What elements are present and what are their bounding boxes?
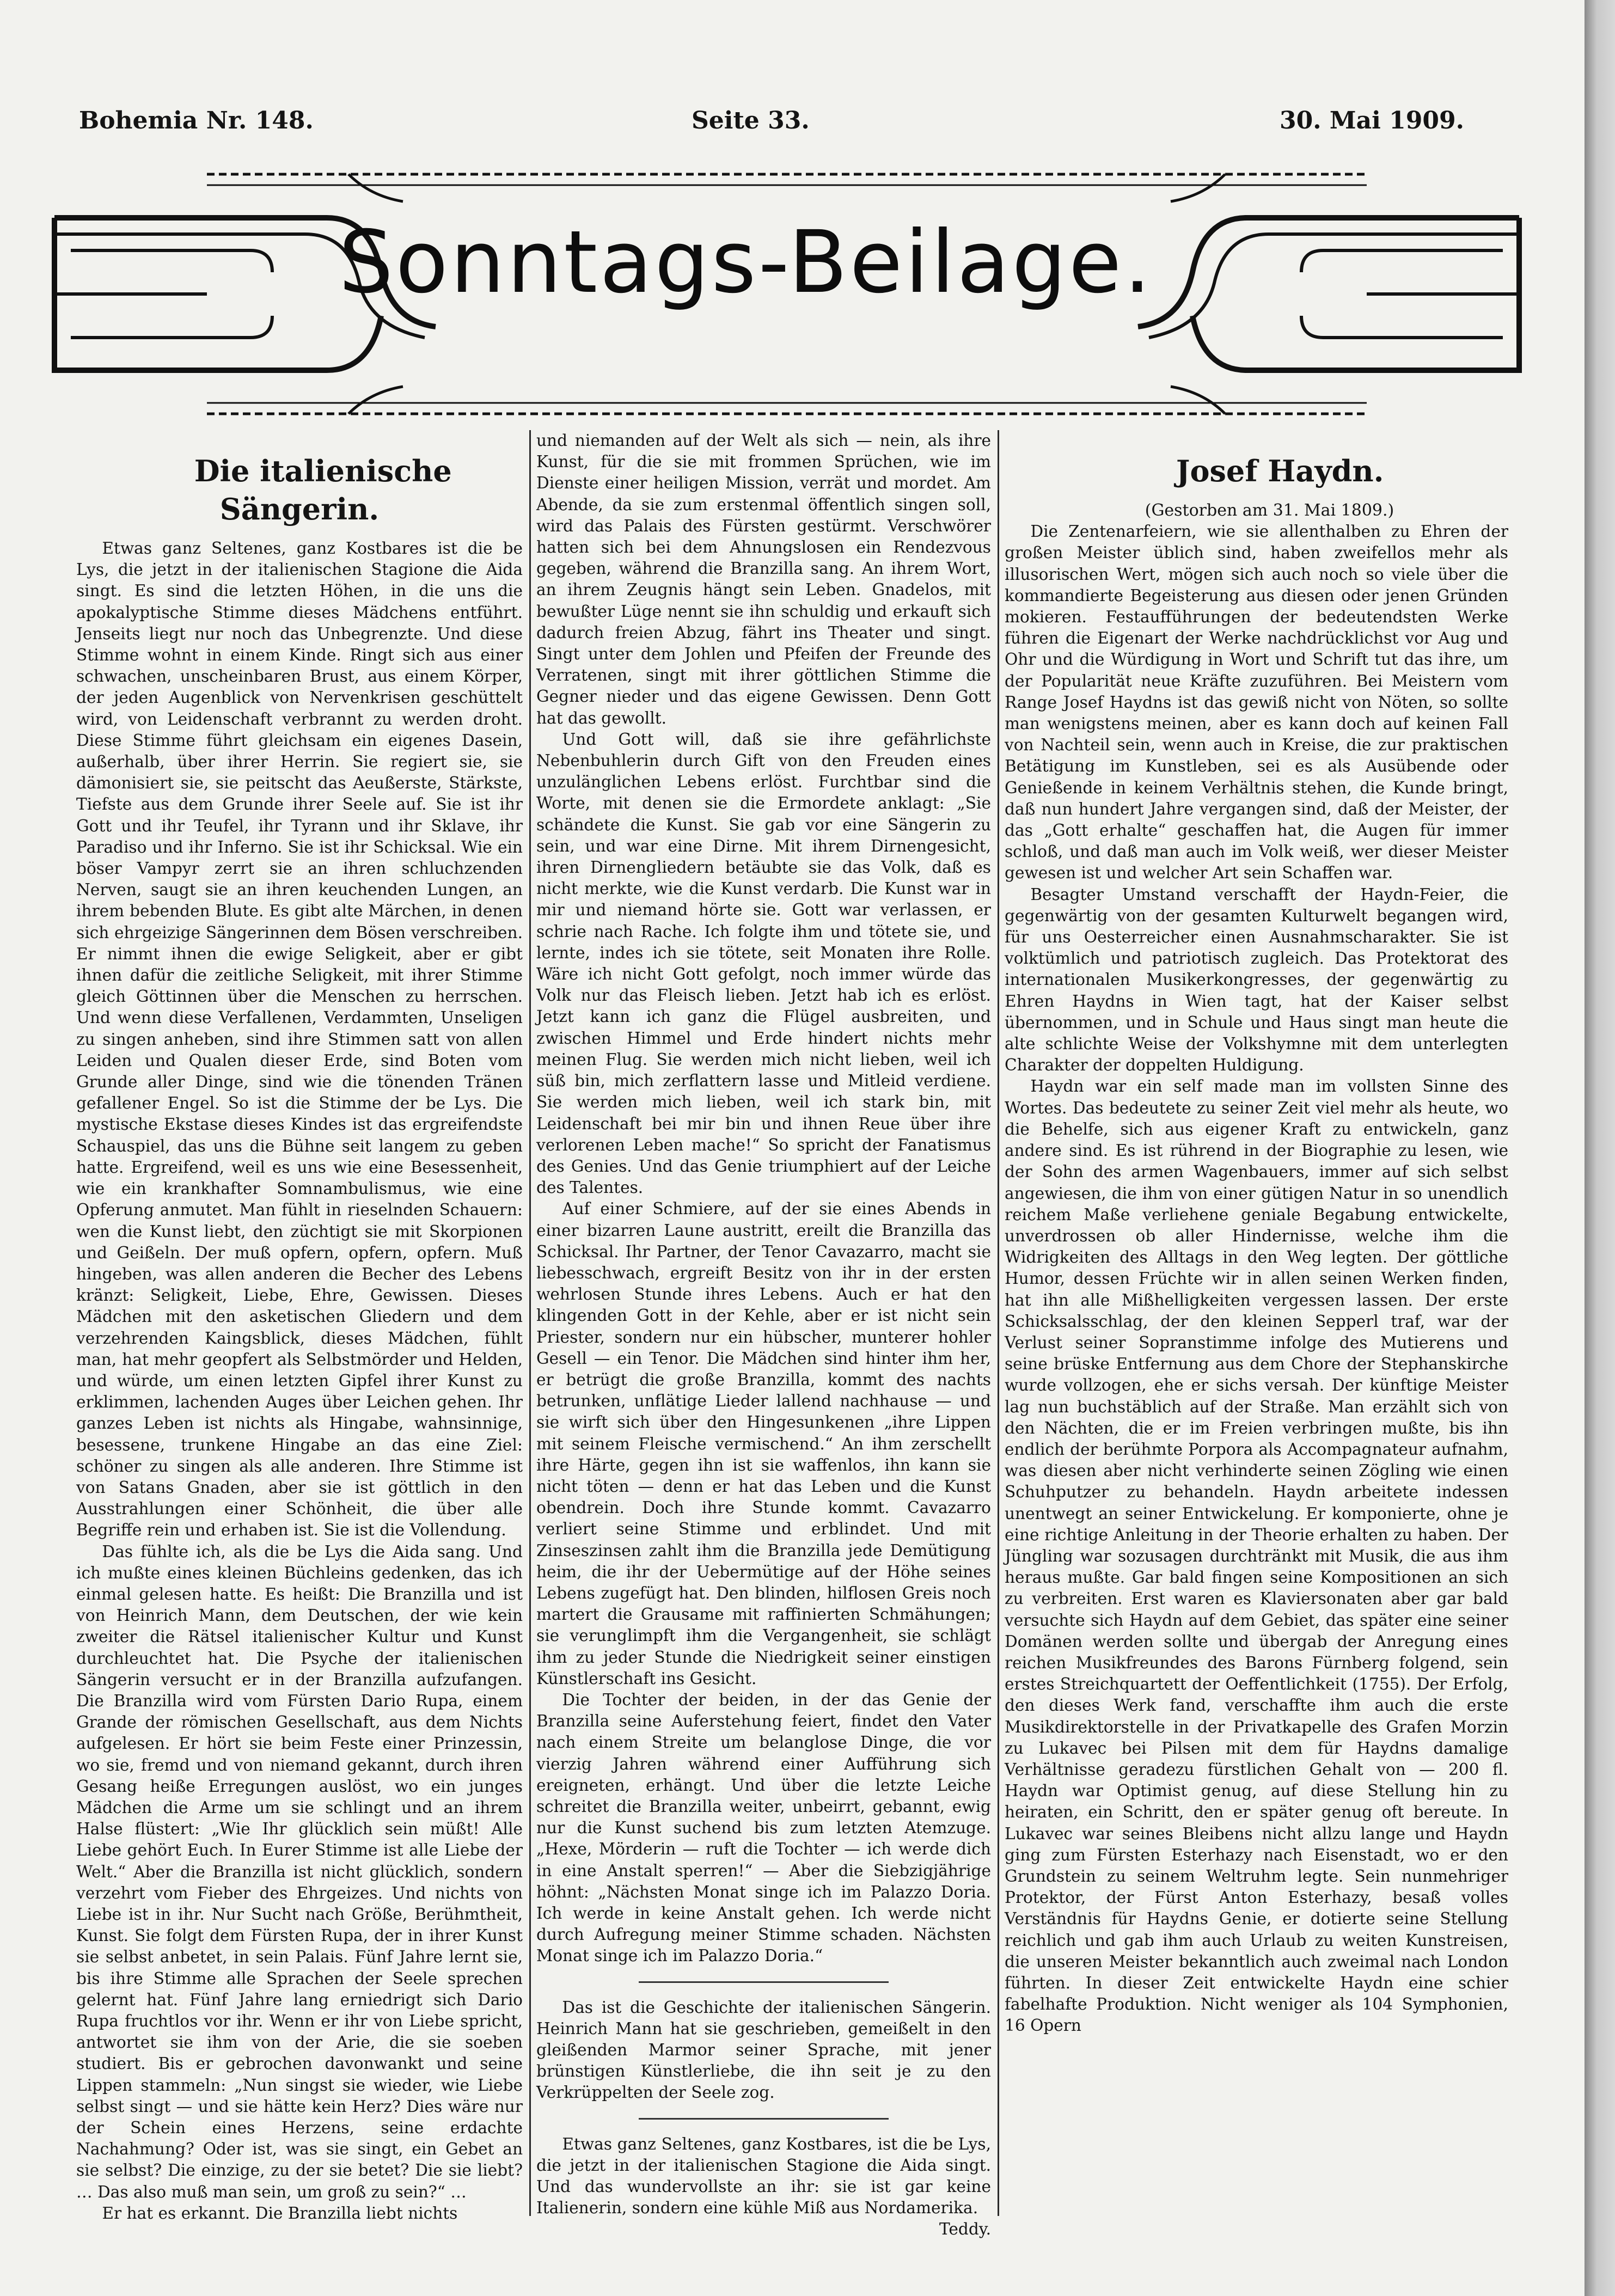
paragraph: Die Zentenarfeiern, wie sie allenthalben zu Ehren der großen Meister üblich sind, haben zweifellos mehr als illusorischen Wert, mögen sich auch noch so viele über die kommandierte Begeisterung aus diesen oder jenen Gründen mokieren. Festaufführungen der bedeutendsten Werke führen die Eigenart der Werke nachdrücklichst vor Aug und Ohr und die Würdigung in Wort und Schrift tut das ihre, um der Popularität neue Kräfte zuzuführen. Bei Meistern vom Range Josef Haydns ist das gewiß nicht von Nöten, so sollte man wenigstens meinen, aber es kann doch auf keinen Fall von Nachteil sein, wenn auch in Kreise, die zur praktischen Betätigung im Kunstleben, sei es als Ausübende oder Genießende in keinem Verhältnis stehen, die Kunde bringt, daß nun hundert Jahre vergangen sind, daß der Meister, der das „Gott erhalte“ geschaffen hat, die Augen für immer schloß, und daß man auch im Volk weiß, wer dieser Meister gewesen ist und welcher Art sein Schaffen war. xyxy=(1005,522,1508,883)
column-divider xyxy=(998,430,999,2216)
supplement-title: Sonntags-Beilage. xyxy=(339,212,1153,313)
section-divider xyxy=(639,1981,889,1983)
paragraph: Das fühlte ich, als die be Lys die Aida sang. Und ich mußte eines kleinen Büchleins gedenken, das ich einmal gelesen hatte. Es heißt: Die Branzilla und ist von Heinrich Mann, dem Deutschen, der wie kein zweiter die Rätsel italienischer Kultur und Kunst durchleuchtet hat. Die Psyche der italienischen Sängerin versucht er in der Branzilla aufzufangen. Die Branzilla wird vom Fürsten Dario Rupa, einem Grande der römischen Gesellschaft, aus dem Nichts aufgelesen. Er hört sie beim Feste einer Prinzessin, wo sie, fremd und von niemand gekannt, durch ihren Gesang heiße Erregungen auslöst, wo ein junges Mädchen die Arme um sie schlingt und an ihrem Halse flüstert: „Wie Ihr glücklich sein müßt! Alle Liebe gehört Euch. In Eurer Stimme ist alle Liebe der Welt.“ Aber die Branzilla ist nicht glücklich, sondern verzehrt vom Fieber des Ehrgeizes. Und nichts von Liebe ist in ihr. Nur Sucht nach Größe, Berühmtheit, Kunst. Sie folgt dem Fürsten Rupa, der in ihrer Kunst sie selbst anbetet, in sein Palais. Fünf Jahre lernt sie, bis ihre Stimme alle Sprachen der Seele sprechen gelernt hat. Fünf Jahre lang erniedrigt sich Dario Rupa fruchtlos vor ihr. Wenn er ihr von Liebe spricht, antwortet sie ihm von der Arie, die sie soeben studiert. Bis er gebrochen davonwankt und seine Lippen stammeln: „Nun singst sie wieder, wie Liebe selbst singt — und sie hätte kein Herz? Dies wäre nur der Schein eines Herzens, seine erdachte Nachahmung? Oder ist, was sie singt, ein Gebet an sie selbst? Die einzige, zu der sie betet? Die sie liebt? … Das also muß man sein, um groß zu sein?“ … xyxy=(76,1542,523,2201)
paragraph: Er hat es erkannt. Die Branzilla liebt nichts xyxy=(102,2203,458,2222)
article-singer-continued xyxy=(536,430,991,2239)
scan-edge xyxy=(1585,0,1615,2296)
paragraph: Etwas ganz Seltenes, ganz Kostbares ist die be Lys, die jetzt in der italienischen Stagione die Aida singt. Es sind die letzten Höhen, in die uns die apokalyptische Stimme dieses Mädchens entführt. Jenseits liegt nur noch das Unbegrenzte. Und diese Stimme wohnt in einem Kinde. Ringt sich aus einer schwachen, unscheinbaren Brust, aus einem Körper, der jeden Augenblick von Nervenkrisen geschüttelt wird, von Leidenschaft verbrannt zu werden droht. Diese Stimme führt gleichsam ein eigenes Dasein, außerhalb, über ihrer Herrin. Sie regiert sie, sie dämonisiert sie, sie peitscht das Aeußerste, Stärkste, Tiefste aus dem Grunde ihrer Seele auf. Sie ist ihr Gott und ihr Teufel, ihr Tyrann und ihr Sklave, ihr Paradiso und ihr Inferno. Sie ist ihr Schicksal. Wie ein böser Vampyr zerrt sie an ihren schluchzenden Nerven, saugt sie an ihren keuchenden Lungen, an ihrem bebenden Blute. Es gibt alte Märchen, in denen sich ehrgeizige Sängerinnen dem Bösen verschreiben. Er nimmt ihnen die ewige Seligkeit, aber er gibt ihnen dafür die zeitliche Seligkeit, mit ihrer Stimme gleich Göttinnen über die Menschen zu herrschen. Und wenn diese Verfallenen, Verdammten, Unseligen zu singen anheben, sind ihre Stimmen satt von allen Leiden und Qualen dieser Erde, sind Boten vom Grunde aller Dinge, sind wie die tönenden Tränen gefallener Engel. So ist die Stimme der be Lys. Die mystische Ekstase dieses Kindes ist das ergreifendste Schauspiel, das uns die Bühne seit langem zu geben hatte. Ergreifend, weil es uns wie eine Besessenheit, wie ein krankhafter Somnambulismus, wie eine Opferung anmutet. Man fühlt in rieselnden Schauern: wen die Kunst liebt, den züchtigt sie mit Skorpionen und Geißeln. Der muß opfern, opfern, opfern. Muß hingeben, was allen anderen die Becher des Lebens kränzt: Seligkeit, Liebe, Ehre, Gewissen. Dieses Mädchen mit den asketischen Gliedern und dem verzehrenden Kaingsblick, dieses Mädchen, fühlt man, hat mehr geopfert als Selbstmörder und Helden, und würde, um einen letzten Gipfel ihrer Kunst zu erklimmen, lachenden Auges über Leichen gehen. Ihr ganzes Leben ist nichts als Hingabe, wahnsinnige, besessene, trunkene Hingabe an das eine Ziel: schöner zu singen als alle anderen. Ihre Stimme ist von Satans Gnaden, aber sie ist göttlich in den Ausstrahlungen einer Schönheit, die über alle Begriffe rein und erhaben ist. Sie ist die Vollendung. xyxy=(76,539,523,1540)
article-title: Josef Haydn. xyxy=(1176,454,1384,488)
paragraph: Haydn war ein self made man im vollsten Sinne des Wortes. Das bedeutete zu seiner Zeit viel mehr als heute, wo die Behelfe, sich aus eigener Kraft zu entwickeln, ganz andere sind. Es ist rührend in der Biographie zu lesen, wie der Sohn des armen Wagenbauers, immer auf sich selbst angewiesen, die ihm von einer gütigen Natur in so unendlich reichem Maße verliehene geniale Begabung entwickelte, unverdrossen ob aller Hindernisse, welche ihm die Widrigkeiten des Alltags in den Weg legten. Der göttliche Humor, dessen Früchte wir in allen seinen Werken finden, hat ihn alle Mißhelligkeiten vergessen lassen. Der erste Schicksalsschlag, der den kleinen Sepperl traf, war der Verlust seiner Sopranstimme infolge des Mutierens und seine brüske Entfernung aus dem Chore der Stephanskirche wurde vollzogen, ehe er sichs versah. Der künftige Meister lag nun buchstäblich auf der Straße. Man erzählt sich von den Nächten, die er im Freien verbringen mußte, bis ihn endlich der berühmte Porpora als Accompagnateur aufnahm, was diesen aber nicht verhinderte seinen Zögling wie einen Schuhputzer zu behandeln. Haydn arbeitete indessen unentwegt an seiner Entwickelung. Er komponierte, ohne je eine richtige Anleitung in der Theorie erhalten zu haben. Der Jüngling war sozusagen durchtränkt mit Musik, die aus ihm heraus mußte. Gar bald fingen seine Kompositionen an sich zu verbreiten. Erst waren es Klaviersonaten aber gar bald versuchte sich Haydn auf dem Gebiet, das später eine seiner Domänen werden sollte und übergab der Anregung eines reichen Musikfreundes des Barons Fürnberg folgend, sein erstes Streichquartett der Oeffentlichkeit (1755). Der Erfolg, den dieses Werk fand, verschaffte ihm auch die erste Musikdirektorstelle in der Privatkapelle des Grafen Morzin zu Lukavec bei Pilsen mit dem für Haydns damalige Verhältnisse geradezu fürstlichen Gehalt von — 200 fl. Haydn war Optimist genug, auf diese Stellung hin zu heiraten, ein Schritt, den er später genug oft bereute. In Lukavec war seines Bleibens nicht allzu lange und Haydn ging zum Fürsten Esterhazy nach Eisenstadt, wo er den Grundstein zu seinem Weltruhm legte. Sein nunmehriger Protektor, der Fürst Anton Esterhazy, besaß volles Verständnis für Haydns Genie, er dotierte seine Stellung reichlich und gab ihm auch Urlaub zu weiten Kunstreisen, die unseren Meister bekanntlich auch zweimal nach London führten. In dieser Zeit entwickelte Haydn eine schier fabelhafte Produktion. Nicht weniger als 104 Symphonien, 16 Opern xyxy=(1005,1077,1508,2035)
author-signature: Teddy. xyxy=(939,2220,991,2239)
paragraph: und niemanden auf der Welt als sich — nein, als ihre Kunst, für die sie mit frommen Sprüchen, wie im Dienste einer heiligen Mission, verrät und mordet. Am Abende, da sie zum erstenmal öffentlich singen soll, wird das Palais des Fürsten gestürmt. Verschwörer hatten sich bei dem Ahnungslosen ein Rendezvous gegeben, während die Branzilla sang. An ihrem Wort, an ihrem Zeugnis hängt sein Leben. Gnadelos, mit bewußter Lüge nennt sie ihn schuldig und erkauft sich dadurch freien Abzug, fährt ins Theater und singt. Singt unter dem Johlen und Pfeifen der Freunde des Verratenen, singt mit ihrer göttlichen Stimme die Gegner nieder und das eigene Gewissen. Denn Gott hat das gewollt. xyxy=(536,431,991,727)
column-divider xyxy=(529,430,531,2216)
article-title: Die italienische Sängerin. xyxy=(194,454,452,526)
issue-label: Bohemia Nr. 148. xyxy=(79,107,314,134)
article-singer xyxy=(76,430,523,2222)
article-haydn xyxy=(1005,430,1508,2216)
article-subtitle: (Gestorben am 31. Mai 1809.) xyxy=(1145,501,1394,520)
paragraph: Die Tochter der beiden, in der das Genie der Branzilla seine Auferstehung feiert, findet den Vater nach einem Streite um belanglose Dinge, die vor vierzig Jahren während einer Aufführung sich ereigneten, erhängt. Und über die letzte Leiche schreitet die Branzilla weiter, unbeirrt, gebannt, ewig nur die Kunst suchend bis zum letzten Atemzuge. „Hexe, Mörderin — ruft die Tochter — ich werde dich in eine Anstalt sperren!“ — Aber die Siebzigjährige höhnt: „Nächsten Monat singe ich im Palazzo Doria. Ich werde in keine Anstalt gehen. Ich werde nicht durch Aufregung meiner Stimme schaden. Nächsten Monat singe ich im Palazzo Doria.“ xyxy=(536,1690,991,1966)
paragraph: Auf einer Schmiere, auf der sie eines Abends in einer bizarren Laune austritt, ereilt die Branzilla das Schicksal. Ihr Partner, der Tenor Cavazarro, macht sie liebesschwach, ergreift Besitz von ihr in der ersten wehrlosen Stunde ihres Lebens. Auch er hat den klingenden Gott in der Kehle, aber er ist nicht sein Priester, sondern nur ein hübscher, munterer hohler Gesell — ein Tenor. Die Mädchen sind hinter ihm her, er betrügt die große Branzilla, kommt des nachts betrunken, unflätige Lieder lallend nachhause — und sie wirft sich über den Hingesunkenen „ihre Lippen mit seinem Fleische vermischend.“ An ihm zerschellt ihre Härte, gegen ihn ist sie waffenlos, ihn kann sie nicht töten — denn er hat das Leben und die Kunst obendrein. Doch ihre Stunde kommt. Cavazarro verliert seine Stimme und erblindet. Und mit Zinseszinsen zahlt ihm die Branzilla jede Demütigung heim, die ihr der Uebermütige auf der Höhe seines Lebens zugefügt hat. Den blinden, hilflosen Greis noch martert die Grausame mit raffinierten Schmähungen; sie verunglimpft ihm die Vergangenheit, sie schlägt ihm zu jeder Stunde die Niedrigkeit seiner einstigen Künstlerschaft ins Gesicht. xyxy=(536,1199,991,1688)
paragraph: Und Gott will, daß sie ihre gefährlichste Nebenbuhlerin durch Gift von den Freuden eines unzulänglichen Lebens erlöst. Furchtbar sind die Worte, mit denen sie die Ermordete anklagt: „Sie schändete die Kunst. Sie gab vor eine Sängerin zu sein, und war eine Dirne. Mit ihrem Dirnengesicht, ihren Dirnengliedern betäubte sie das Volk, daß es nicht merkte, wie die Kunst verdarb. Die Kunst war in mir und niemand hörte sie. Gott war verlassen, er schrie nach Rache. Ich folgte ihm und tötete sie, und lernte, indes ich sie tötete, seit Monaten ihre Rolle. Wäre ich nicht Gott gefolgt, noch immer würde das Volk nur das Fleisch lieben. Jetzt hab ich es erlöst. Jetzt kann ich ganz die Flügel ausbreiten, und zwischen Himmel und Erde hindert nichts mehr meinen Flug. Sie werden mich nicht lieben, weil ich süß bin, mich zerflattern lasse und Mitleid verdiene. Sie werden mich lieben, weil ich stark bin, mit Leidenschaft bei mir bin und ihnen Reue über ihre verlorenen Leben mache!“ So spricht der Fanatismus des Genies. Und das Genie triumphiert auf der Leiche des Talentes. xyxy=(536,730,991,1197)
section-divider xyxy=(639,2118,889,2120)
page-number: Seite 33. xyxy=(692,107,810,134)
paragraph: Etwas ganz Seltenes, ganz Kostbares, ist die be Lys, die jetzt in der italienischen Stagione die Aida singt. Und das wundervollste an ihr: sie ist gar keine Italienerin, sondern eine kühle Miß aus Nordamerika. xyxy=(536,2134,991,2218)
issue-date: 30. Mai 1909. xyxy=(1280,107,1464,134)
paragraph: Das ist die Geschichte der italienischen Sängerin. Heinrich Mann hat sie geschrieben, gemeißelt in den gleißenden Marmor seiner Sprache, mit jener brünstigen Künstlerliebe, die ihn seit je zu den Verkrüppelten der Seele zog. xyxy=(536,1998,991,2102)
paragraph: Besagter Umstand verschafft der Haydn-Feier, die gegenwärtig von der gesamten Kulturwelt begangen wird, für uns Oesterreicher einen Ausnahmscharakter. Sie ist volktümlich und patriotisch zugleich. Das Protektorat des internationalen Musikerkongresses, der gegenwärtig zu Ehren Haydns in Wien tagt, hat der Kaiser selbst übernommen, und in Schule und Haus singt man heute die alte schlichte Weise der Volkshymne mit dem unterlegten Charakter der doppelten Huldigung. xyxy=(1005,885,1508,1075)
